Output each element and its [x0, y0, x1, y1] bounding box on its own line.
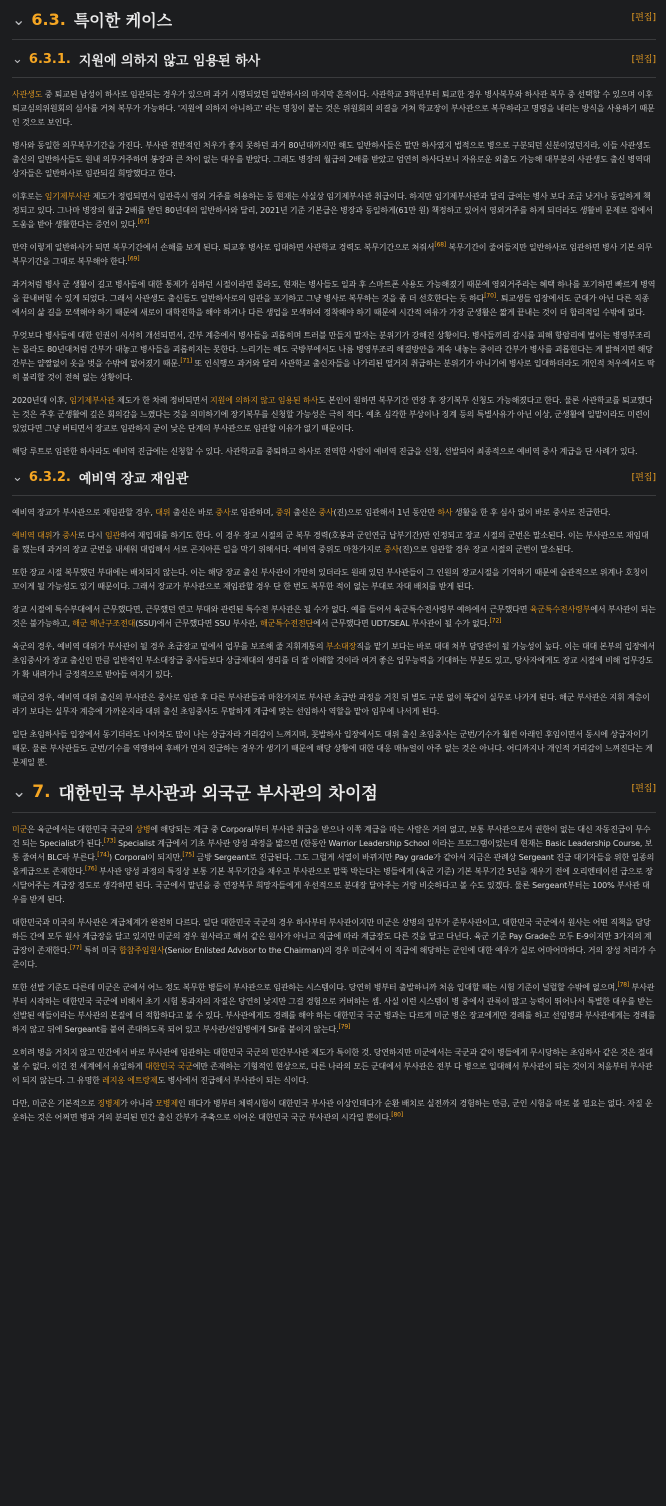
section-6-3-header[interactable]	[12, 8, 656, 40]
section-7-body	[12, 823, 656, 1125]
text-run: 또 인식행으 과거와 달리 사관학교 출신자들을 나가리된 떨거지 취급하는 분위기가 아니기에 병사로 입대하더라도 개인적 처우에서도 딱히 불리할 것이 전혀 없는 상황이다.	[12, 359, 655, 382]
text-run: 부사관부터 시작하는 대한민국 국군에 비해서 초기 시험 통과자의 자질은 당연히 낮지만 그걸 경험으로 커버하는 셈. 사실 이런 시스템이 병 중에서 관록이 많고 능력이 뛰어나서 특별한 대우를 받는 선발된 애들이라는 부사관의 본질에 더 적합하다고 볼 수 있다. 부사관에게도 경례를 해야 하는 대한민국 국군 병과는 다르게 미군 병은 장교에게만 경례를 하고 선임병과 부사관에게는 경례를 하지 않고 뒤에 Sergeant를 붙여 존대하도록 되어 있고 부사관/선임병에게 Sir를 붙이지 않는다.	[12, 983, 656, 1034]
section-number[interactable]: 6.3.1.	[28, 52, 71, 67]
section-title: 지원에 의하지 않고 임용된 하사	[78, 54, 261, 69]
wiki-link[interactable]: 사관생도	[12, 90, 43, 99]
footnote-ref[interactable]: [74]	[97, 851, 109, 859]
wiki-link[interactable]: 임관	[104, 531, 121, 540]
text-run: 가 아니라	[120, 1099, 156, 1108]
wiki-link[interactable]: 대위	[155, 508, 171, 517]
text-run: 또한 선발 기준도 다른데 미군은 군에서 어느 정도 복무한 병들이 부사관으로 임관하는 시스템이다. 당연히 병부터 출발하니까 처음 입대할 때는 시험 기준이 널럴할 수밖에 없으며,	[12, 983, 618, 992]
text-run: 과거처럼 병사 군 생활이 길고 병사들에 대한 통제가 심하던 시절이라면 몰라도, 현재는 병사들도 일과 후 스마트폰 사용도 가능해졌기 때문에 영외거주라는 혜택 하나를 포기하면 빠르게 병역을 끝내버릴 수 있게 되었다. 그래서 사관생도 출신들도 일반하사로의 임관을 포기하고 그냥 병사로 복무하는 것을 좀 더 선호한다는 듯 하다	[12, 280, 656, 303]
paragraph	[12, 529, 656, 557]
wiki-link[interactable]: 임기제부사관	[44, 192, 91, 201]
text-run: 해군의 경우, 예비역 대위 출신의 부사관은 중사로 임관 후 다른 부사관들과 마찬가지로 부사관 초급반 과정을 거친 뒤 별도 구분 없이 똑같이 실무로 나가게 된다. 해군 부사관은 지휘 계층이라기 보다는 실무자 계층에 가까운지라 대위 출신 초임중사도 무탈하게 계급에 맞는 선임하사 역할을 맡아 임무에 나서게 된다.	[12, 693, 650, 716]
text-run: 제도가 한 차례 정비되면서	[114, 396, 211, 405]
text-run: 부사관 양성 과정의 특징상 보통 기본 복무기간을 채우고 부사관으로 말뚝 박는다는 병들에게 (육군 기준) 기본 복무기간 5년을 채우기 전에 오리엔테이션 급으로 장시달어주는 계급장 정도로 생각하면 된다. 국군에서 말년을 중 연장복무 희망자들에게 우선적으로 분대장 달아주는 거랑 비슷하다고 볼 수도 있겠다. 물론 Sergeant부터는 100% 부사관 대우를 받게 된다.	[12, 867, 653, 904]
text-run: (Senior Enlisted Advisor to the Chairman)의 경우 미군에서 이 직급에 해당하는 군인에 대한 예우가 실로 어마어마하다. 거의 장성 처리가 수준이다.	[12, 946, 656, 969]
section-title: 예비역 장교 재임관	[78, 472, 189, 487]
wiki-link[interactable]: 중위	[275, 508, 291, 517]
wiki-link[interactable]: 모병제	[155, 1099, 178, 1108]
text-run: 에서 부사관이 되는 것은 불가능하고,	[12, 605, 656, 628]
paragraph	[12, 506, 656, 520]
section-6-3-1-header[interactable]	[12, 50, 656, 78]
wiki-link[interactable]: 징병제	[97, 1099, 121, 1108]
wiki-link[interactable]: 중사	[383, 545, 399, 554]
text-run: 은 육군에서는 대한민국 국군의	[27, 825, 136, 834]
footnote-ref[interactable]: [73]	[103, 837, 116, 845]
wiki-link[interactable]: 합참주임원사	[119, 946, 165, 955]
paragraph	[12, 640, 656, 682]
text-run: 에 해당되는 계급 중 Corporal부터 부사관 취급을 받으나 이쪽 계급을 따는 사람은 거의 없고, 보통 부사관으로서 권한이 없는 대신 자동진급이 무수건 되는 Specialist가 된다.	[12, 825, 651, 848]
wiki-link[interactable]: 육군특수전사령부	[529, 605, 591, 614]
text-run: 에서 근무했다면 UDT/SEAL 부사관이 될 수가 없다.	[313, 619, 490, 628]
section-6-3-1-body	[12, 88, 656, 459]
paragraph	[12, 691, 656, 719]
footnote-ref[interactable]: [68]	[434, 241, 447, 249]
paragraph	[12, 139, 656, 181]
wiki-link[interactable]: 지원에 의하지 않고 임용된 하사	[210, 396, 319, 405]
text-run: 직을 맡기 보다는 바로 대대 처부 담당관이 될 가능성이 높다. 이는 대대 본부의 입장에서 초임중사가 장교 출신인 만큼 일반적인 부소대장급 중사들보다 상급제대의 생리를 더 잘 이해할 것이라 여겨 좋은 업무능력을 기대하는 부분도 있고, 당사자에게도 장교 시절에 비해 업무강도가 확 내려가니 긍정적으로 받아들 여지기 있다.	[12, 642, 655, 679]
wiki-link[interactable]: 임기제부사관	[69, 396, 115, 405]
wiki-link[interactable]: 상병	[135, 825, 151, 834]
text-run: 복무기간이 줄어들지만 일반하사로 임관하면 병사 기본 의무복무기간을 그대로 복무해야 한다.	[12, 243, 653, 266]
text-run: 인 데다가 병부터 체력시험이 대한민국 부사관 이상인데다가 순환 배치로 실전까지 경험하는 만큼, 군인 시험을 따로 볼 필요는 없다. 자질 운운하는 것은 어쩌면 병과 거의 분리된 민간 출신 간부가 주축으로 이어온 대한민국 국군 부사관의 시각일 뿐이다.	[12, 1099, 653, 1122]
paragraph	[12, 278, 656, 320]
text-run: ) Corporal이 되지만,	[109, 853, 183, 862]
footnote-ref[interactable]: [69]	[127, 255, 140, 263]
section-title: 대한민국 부사관과 외국군 부사관의 차이점	[58, 784, 378, 804]
wiki-link[interactable]: 미군	[12, 825, 28, 834]
wiki-link[interactable]: 해군특수전전단	[260, 619, 314, 628]
text-run: 제도가 정립되면서 임관즉시 영외 거주를 허용하는 등 현재는 사실상 임기제부사관 취급이다. 하지만 임기제부사관과 달리 급여는 병사 보다 조금 낫거나 동일하게 책정되고 있다. 그나마 병장의 월급 2배를 받던 80년대의 일반하사와 달리, 2021년 기준 기본급은 병장과 동일하게(61만 원) 책정하고 있어서 영외거주를 하게 되더라도 생활비 문제로 집에서 도움을 받아 생활한다는 증언이 있다.	[12, 192, 653, 229]
paragraph	[12, 394, 656, 436]
text-run: 장교 시절에 특수부대에서 근무했다면, 근무했던 연고 부대와 관련된 특수전 부사관은 될 수가 없다. 예를 들어서 육군특수전사령부 예하에서 근무했다면	[12, 605, 530, 614]
section-6-3-2-header[interactable]	[12, 468, 656, 496]
edit-link[interactable]: [편집]	[631, 473, 656, 483]
footnote-ref[interactable]: [72]	[489, 617, 502, 625]
text-run: 금방 Sergeant로 진급된다. 그도 그럴게 서열이 바뀌지만 Pay grade가 같아서 지금은 관례상 Sergeant 진급 대기자들을 위한 일종의 올케급으로 존재한다.	[12, 853, 655, 876]
section-title: 특이한 케이스	[73, 11, 173, 30]
text-run: 도 병사에서 진급해서 부사관이 되는 식이다.	[157, 1076, 309, 1085]
section-7-header[interactable]	[12, 779, 656, 813]
text-run: 병사와 동일한 의무복무기간을 가진다. 부사관 전반적인 처우가 좋지 못하던 과거 80년대까지만 해도 일반하사들은 말만 하사였지 법적으로 병으로 구분되던 신분이었던지라, 이들 사관생도 출신의 일반하사들도 원내 의무거주하며 봉장과 큰 차이 없는 대우를 받았다. 그래도 병장의 월급의 2배를 받았고 엄연히 하사다보니 자유로운 외출도 가능해 대부분의 사관생도 출신 병역대상자들은 일반하사로 임관되길 희망했다고 한다.	[12, 141, 651, 178]
footnote-ref[interactable]: [77]	[69, 944, 82, 952]
text-run: 가	[52, 531, 63, 540]
footnote-ref[interactable]: [76]	[85, 865, 97, 873]
section-number[interactable]: 6.3.	[31, 10, 66, 29]
paragraph	[12, 1097, 656, 1125]
paragraph	[12, 329, 656, 385]
text-run: Specialist 계급에서 기초 부사관 양성 과정을 밟으면 (한동안 Warrior Leadership School 이라는 프로그램이었는데 현재는 Basic Leadership Course, 보통 줄여서 BLC라 부른다.	[12, 839, 653, 862]
wiki-link[interactable]: 대한민국 국군	[144, 1062, 193, 1071]
text-run: 특히 미국	[81, 946, 120, 955]
text-run: (진)으로 임관해서 1년 동안만	[333, 508, 438, 517]
wiki-link[interactable]: 해군 해난구조전대	[72, 619, 136, 628]
text-run: 오히려 병을 거치지 않고 민간에서 바로 부사관에 임관하는 대한민국 국군의 민간부사관 제도가 특이한 것. 당연하지만 미군에서는 국군과 같이 병들에게 무시당하는 초임하사 같은 것은 절대 볼 수 없다. 이건 전 세계에서 유일하게	[12, 1048, 653, 1071]
text-run: 로 임관하며,	[230, 508, 276, 517]
paragraph	[12, 445, 656, 459]
chevron-down-icon[interactable]: ⌄	[12, 10, 26, 29]
edit-link[interactable]: [편집]	[631, 55, 656, 65]
section-number[interactable]: 6.3.2.	[28, 470, 71, 485]
text-run: 일단 초임하사들 입장에서 동기더라도 나이차도 많이 나는 상급자라 거리감이 느껴지며, 꼿발하사 입장에서도 대위 출신 초임중사는 군번/기수가 훨씬 아래인 후임이면서 동시에 상급자이기 때문. 물론 부사관들도 군번/기수를 역행하여 후배가 먼저 진급하는 경우가 생기기 때문에 해당 상황에 대한 대응 매뉴얼이 아주 없는 것은 아니다. 어디까지나 개인적 거리감이 느껴진다는 게 문제일 뿐.	[12, 730, 653, 767]
edit-link[interactable]: [편집]	[631, 784, 656, 794]
footnote-ref[interactable]: [70]	[484, 292, 496, 300]
chevron-down-icon[interactable]: ⌄	[12, 781, 27, 802]
footnote-ref[interactable]: [75]	[182, 851, 195, 859]
text-run: 에만 존재하는 기형적인 현상으로, 다른 나라의 모든 군대에서 부사관은 전부 다 병으로 입대해서 부사관이 되는 것이지 처음부터 부사관이 되지 않는다. 그 유명한	[12, 1062, 653, 1085]
edit-link[interactable]: [편집]	[631, 13, 656, 23]
text-run: . 퇴교생들 입장에서도 군대가 아닌 다른 직종에서의 삶 길을 모색해야 하기 때문에 새로이 대학진학을 해야 하거나 다른 생업을 모색하여 정착해야 하기 때문에 시간적 여유가 가장 군생활은 짧게 끝내는 것이 더 합리적일 수밖에 없다.	[12, 294, 650, 317]
wiki-link[interactable]: 중사	[318, 508, 334, 517]
footnote-ref[interactable]: [67]	[137, 218, 150, 226]
text-run: (진)으로 임관할 경우 장교 시절의 군번이 말소된다.	[398, 545, 574, 554]
footnote-ref[interactable]: [71]	[180, 357, 193, 365]
text-run: 다만, 미군은 기본적으로	[12, 1099, 98, 1108]
text-run: 만약 이렇게 일반하사가 되면 복무기간에서 손해를 보게 된다. 퇴교후 병사로 입대하면 사관학교 경력도 복무기간으로 쳐줘서	[12, 243, 435, 252]
paragraph	[12, 1046, 656, 1088]
text-run: 출신은	[290, 508, 319, 517]
text-run: 하여 재입대를 하기도 한다. 이 경우 장교 시절의 군 복무 경력(호봉과 군인연금 납부기간)만 인정되고 장교 시절의 군번은 말소된다. 이는 부사관으로 재임대를 했는데 과거의 장교 군번을 내세워 대립해서 서로 곤지아픈 일을 막기 위해서다. 예비역 중위도 마찬가지로	[12, 531, 649, 554]
text-run: 대한민국과 미국의 부사관은 계급체계가 완전히 다르다. 일단 대한민국 국군의 경우 하사부터 부사관이지만 미군은 상병의 일부가 준부사관이고, 대한민국 국군에서 원사는 어떤 직책을 담당하든 간에 모두 원사 계급장을 달고 있지만 미군의 경우 원사라고 해서 같은 원사가 아니고 직급에 따라 계급장도 다른 것을 달고 다닌다. 육군 기준 Pay Grade은 모두 E-9이지만 3가지의 계급장이 존재한다.	[12, 918, 652, 955]
wiki-link[interactable]: 중사	[62, 531, 78, 540]
paragraph	[12, 823, 656, 907]
wiki-link[interactable]: 레지옹 에트랑제	[102, 1076, 158, 1085]
paragraph	[12, 241, 656, 269]
text-run: 도 본인이 원하면 복무기간 연장 후 장기복무 신청도 가능해졌다고 한다. 물론 사관학교를 퇴교했다는 것은 주후 군생활에 깊은 회의감을 느꼈다는 것을 의미하기에 장기복무를 신청할 가능성은 극히 적다. 예초 심각한 부상이나 징계 등의 특별사유가 아닌 이상, 군생활에 일말이라도 미련이 있었다면 그냥 버티면서 장교로 임관하지 굳이 낮은 단계의 부사관으로 임관할 이유가 없기 때문이다.	[12, 396, 653, 433]
text-run: 무엇보다 병사들에 대한 인권이 서서히 개선되면서, 간부 계층에서 병사들을 괴롭히며 트러블 만들지 말자는 분위기가 강해진 상황이다. 병사들끼리 감시를 피해 항암리에 벌이는 병영부조리는 몰라도 80년대처럼 간부가 대놓고 병사들을 괴롭히지는 못한다. 느리기는 해도 국방부에서도 나름 병영부조리 해결방안을 계속 내놓는 중이라 간부가 병사를 괴롭힌다는 게 밝혀지면 해당 간부는 얄짤없이 옷을 벗을 수밖에 없어졌기 때문.	[12, 331, 653, 368]
text-run: 생활을 한 후 심사 없이 바로 중사로 진급한다.	[452, 508, 611, 517]
text-run: 이후로는	[12, 192, 45, 201]
paragraph	[12, 916, 656, 972]
text-run: 육군의 경우, 예비역 대위가 부사관이 될 경우 초급장교 밑에서 업무를 보조해 줄 지휘계통의	[12, 642, 326, 651]
text-run: 출신은 바로	[170, 508, 216, 517]
wiki-link[interactable]: 하사	[437, 508, 453, 517]
chevron-down-icon[interactable]: ⌄	[12, 52, 23, 67]
wiki-link[interactable]: 부소대장	[325, 642, 357, 651]
wiki-link[interactable]: 중사	[215, 508, 231, 517]
paragraph	[12, 88, 656, 130]
paragraph	[12, 603, 656, 631]
wiki-link[interactable]: 예비역 대위	[12, 531, 53, 540]
section-number[interactable]: 7.	[32, 781, 51, 802]
text-run: 또한 장교 시절 복무했던 부대에는 배치되지 않는다. 이는 해당 장교 출신 부사관이 가만히 있더라도 원래 있던 부사관들이 그 인원의 장교시절을 기억하기 때문에 습관적으로 위계나 호칭이 꼬이게 될 가능성도 있기 때문이다. 그래서 장교가 부사관으로 재임관할 경우 단 한 번도 복무한 적이 없는 부대로 자대 배치를 받게 된다.	[12, 568, 648, 591]
section-6-3-2-body	[12, 506, 656, 770]
text-run: 2020년대 이후,	[12, 396, 70, 405]
text-run: 해당 루트로 임관한 하사라도 예비역 진급에는 신청할 수 있다. 사관학교를 중퇴하고 하사로 전역한 사람이 예비역 진급을 신청, 선발되어 최종적으로 예비역 중사 계급을 단 사례가 있다.	[12, 447, 638, 456]
text-run: 예비역 장교가 부사관으로 재임관할 경우,	[12, 508, 156, 517]
chevron-down-icon[interactable]: ⌄	[12, 470, 23, 485]
text-run: 중 퇴교된 남성이 하사로 임관되는 경우가 있으며 과거 시행되었던 일반하사의 마지막 흔적이다. 사관학교 3학년부터 퇴교한 경우 병사복무와 하사관 복무 중 선택할 수 있으며 이후 퇴교심의위원회의 심사를 거쳐 복무가 가능하다. '지원에 의하지 아니하고' 라는 명칭이 붙는 것은 위원회의 의결을 거쳐 학교장이 부사관으로 복무하라고 명령을 내리는 방식을 사용하기 때문인 것으로 보인다.	[12, 90, 655, 127]
paragraph	[12, 190, 656, 232]
footnote-ref[interactable]: [79]	[338, 1023, 351, 1031]
text-run: 로 다시	[77, 531, 105, 540]
paragraph	[12, 981, 656, 1037]
footnote-ref[interactable]: [78]	[617, 981, 630, 989]
paragraph	[12, 566, 656, 594]
text-run: (SSU)에서 근무했다면 SSU 부사관,	[135, 619, 261, 628]
footnote-ref[interactable]: [80]	[391, 1111, 404, 1119]
paragraph	[12, 728, 656, 770]
